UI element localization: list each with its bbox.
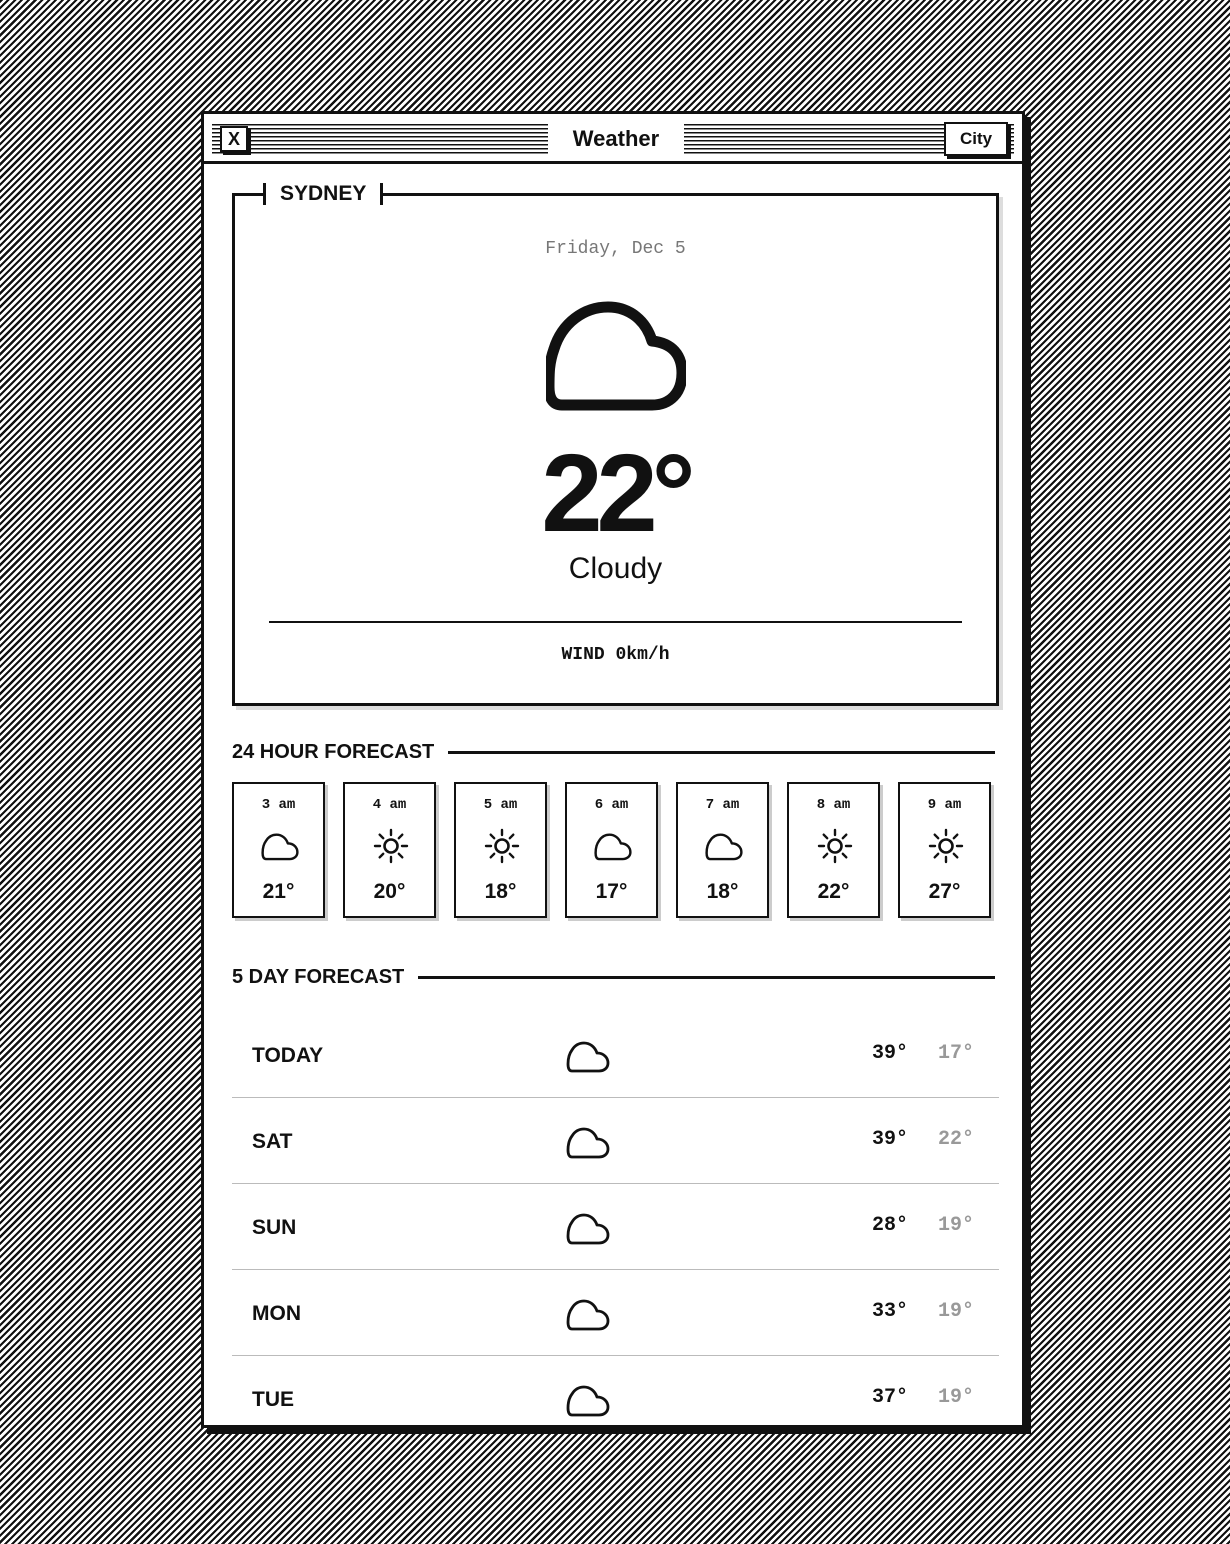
hour-card[interactable]	[787, 782, 880, 918]
weather-window	[201, 111, 1025, 1428]
day-high-temperature: 39°	[872, 1042, 909, 1065]
cloud-icon	[704, 826, 744, 866]
hour-card[interactable]	[565, 782, 658, 918]
day-name: SAT	[252, 1130, 293, 1153]
day-low-temperature: 19°	[938, 1386, 975, 1409]
day-row[interactable]	[232, 1270, 999, 1356]
close-button[interactable]: X	[220, 126, 248, 152]
hour-temperature: 22°	[817, 880, 850, 903]
hour-temperature: 18°	[484, 880, 517, 903]
hour-temperature: 21°	[262, 880, 295, 903]
current-condition: Cloudy	[568, 552, 663, 585]
current-temperature: 22°	[541, 432, 690, 555]
hour-temperature: 18°	[706, 880, 739, 903]
city-name: SYDNEY	[263, 183, 383, 205]
day-row[interactable]	[232, 1012, 999, 1098]
day-name: MON	[252, 1302, 301, 1325]
hour-time: 7 am	[705, 797, 740, 813]
day-row[interactable]	[232, 1184, 999, 1270]
hour-temperature: 27°	[928, 880, 961, 903]
divider	[269, 621, 962, 623]
cloud-icon	[593, 826, 633, 866]
day-high-temperature: 37°	[872, 1386, 909, 1409]
day-row[interactable]	[232, 1098, 999, 1184]
hourly-forecast-title: 24 HOUR FORECAST	[232, 740, 435, 763]
window-title: Weather	[548, 123, 684, 155]
cloud-icon	[565, 1380, 611, 1420]
cloud-icon	[565, 1122, 611, 1162]
day-high-temperature: 33°	[872, 1300, 909, 1323]
sun-icon	[926, 826, 966, 866]
hourly-forecast-list	[232, 782, 994, 920]
day-low-temperature: 19°	[938, 1300, 975, 1323]
hour-card[interactable]	[676, 782, 769, 918]
day-high-temperature: 28°	[872, 1214, 909, 1237]
current-weather-panel	[232, 182, 999, 706]
sun-icon	[371, 826, 411, 866]
hour-time: 6 am	[594, 797, 629, 813]
hour-card[interactable]	[232, 782, 325, 918]
cloud-icon	[260, 826, 300, 866]
day-row[interactable]	[232, 1356, 999, 1442]
day-name: TUE	[252, 1388, 294, 1411]
hour-card[interactable]	[898, 782, 991, 918]
day-low-temperature: 19°	[938, 1214, 975, 1237]
cloud-icon	[565, 1208, 611, 1248]
current-date: Friday, Dec 5	[545, 239, 686, 259]
day-name: SUN	[252, 1216, 297, 1239]
daily-forecast-title: 5 DAY FORECAST	[232, 965, 405, 988]
section-rule	[448, 751, 995, 754]
section-rule	[418, 976, 995, 979]
hour-time: 4 am	[372, 797, 407, 813]
sun-icon	[482, 826, 522, 866]
day-name: TODAY	[252, 1044, 324, 1067]
hour-time: 9 am	[927, 797, 962, 813]
city-button[interactable]: City	[944, 122, 1008, 156]
hour-time: 3 am	[261, 797, 296, 813]
daily-forecast-list	[232, 1012, 999, 1442]
hourly-forecast-header	[232, 741, 995, 763]
hour-time: 8 am	[816, 797, 851, 813]
hour-temperature: 17°	[595, 880, 628, 903]
hour-time: 5 am	[483, 797, 518, 813]
cloud-icon	[565, 1036, 611, 1076]
daily-forecast-header	[232, 966, 995, 988]
cloud-icon	[565, 1294, 611, 1334]
day-low-temperature: 22°	[938, 1128, 975, 1151]
hour-temperature: 20°	[373, 880, 406, 903]
day-high-temperature: 39°	[872, 1128, 909, 1151]
hour-card[interactable]	[343, 782, 436, 918]
sun-icon	[815, 826, 855, 866]
cloud-icon	[546, 301, 686, 411]
day-low-temperature: 17°	[938, 1042, 975, 1065]
hour-card[interactable]	[454, 782, 547, 918]
wind-speed: WIND 0km/h	[561, 645, 670, 665]
title-bar[interactable]	[204, 114, 1022, 164]
